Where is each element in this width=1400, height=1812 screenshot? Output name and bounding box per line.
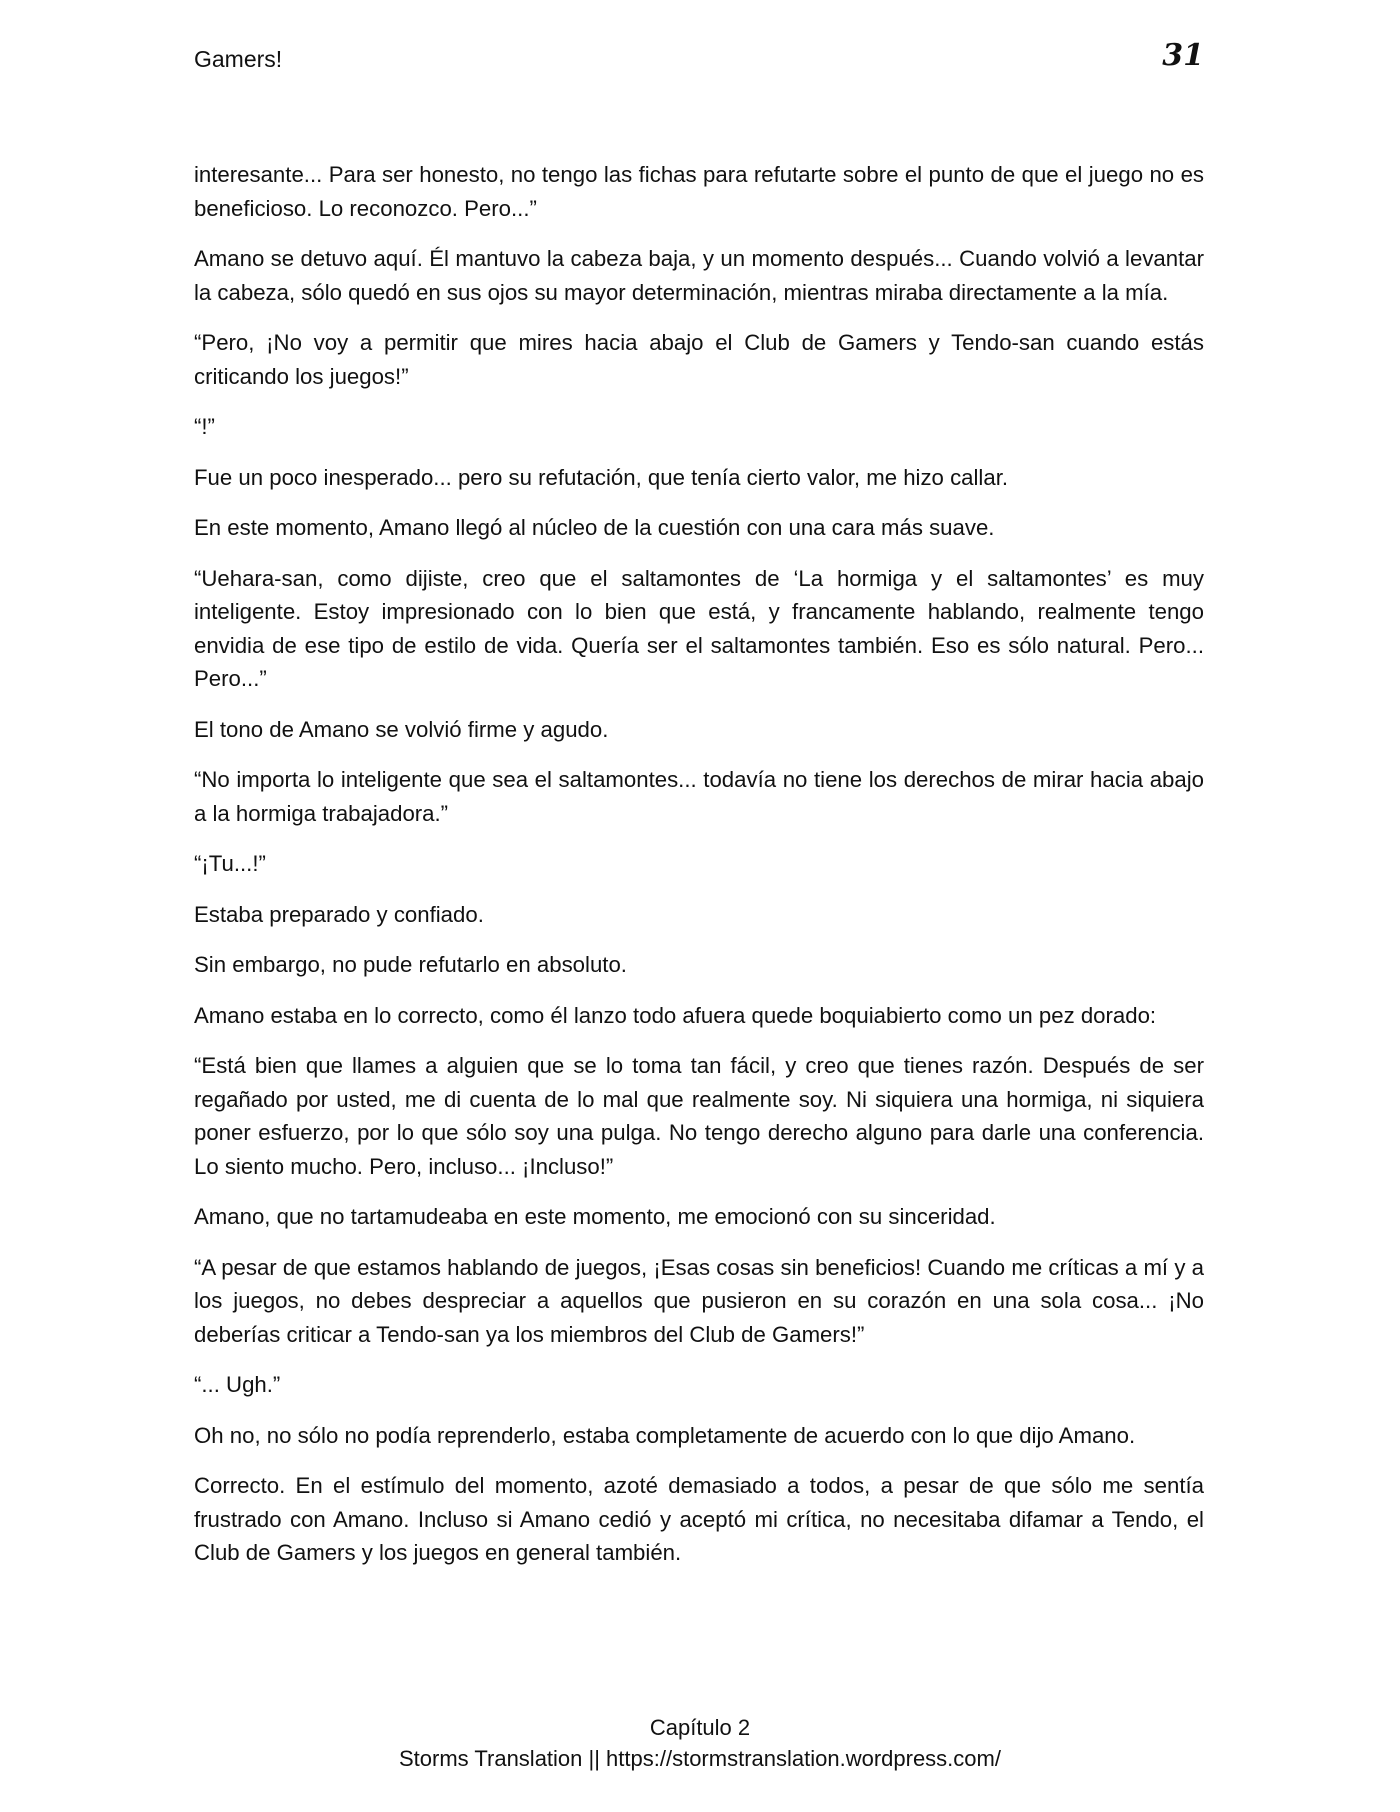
paragraph: “¡Tu...!”: [194, 851, 266, 876]
paragraph: Amano se detuvo aquí. Él mantuvo la cabeza baja, y un momento después... Cuando volvió a levantar la cabeza, sólo quedó en sus ojos su mayor determinación, mientras miraba directamente a la mía.: [194, 246, 1204, 305]
paragraph: “No importa lo inteligente que sea el saltamontes... todavía no tiene los derechos de mirar hacia abajo a la hormiga trabajadora.”: [194, 767, 1204, 826]
paragraph: Sin embargo, no pude refutarlo en absoluto.: [194, 952, 627, 977]
running-title: Gamers!: [194, 46, 283, 72]
paragraph: Estaba preparado y confiado.: [194, 901, 484, 927]
paragraph: Amano, que no tartamudeaba en este momento, me emocionó con su sinceridad.: [194, 1204, 996, 1229]
page-header: [194, 38, 1204, 78]
paragraph: “Está bien que llames a alguien que se lo toma tan fácil, y creo que tienes razón. Después de ser regañado por usted, me di cuenta de lo mal que realmente soy. Ni siquiera una hormiga, ni siquiera poner esfuerzo, por lo que sólo soy una pulga. No tengo derecho alguno para darle una conferencia. Lo siento mucho. Pero, incluso... ¡Incluso!”: [194, 1053, 1204, 1179]
paragraph: “Pero, ¡No voy a permitir que mires hacia abajo el Club de Gamers y Tendo-san cuando estás criticando los juegos!”: [194, 330, 1204, 389]
paragraph: “!”: [194, 414, 215, 439]
body-text: [194, 158, 1204, 1587]
paragraph: interesante... Para ser honesto, no tengo las fichas para refutarte sobre el punto de que el juego no es beneficioso. Lo reconozco. Pero...”: [194, 162, 1204, 221]
paragraph: Amano estaba en lo correcto, como él lanzo todo afuera quede boquiabierto como un pez dorado:: [194, 1002, 1157, 1028]
translation-credit: Storms Translation || https://stormstranslation.wordpress.com/: [399, 1746, 1001, 1771]
chapter-label: Capítulo 2: [649, 1715, 751, 1740]
paragraph: En este momento, Amano llegó al núcleo de la cuestión con una cara más suave.: [194, 515, 995, 540]
paragraph: Correcto. En el estímulo del momento, azoté demasiado a todos, a pesar de que sólo me sentía frustrado con Amano. Incluso si Amano cedió y aceptó mi crítica, no necesitaba difamar a Tendo, el Club de Gamers y los juegos en general también.: [194, 1473, 1204, 1565]
paragraph: “... Ugh.”: [194, 1372, 281, 1397]
paragraph: Fue un poco inesperado... pero su refutación, que tenía cierto valor, me hizo callar.: [194, 464, 1009, 490]
paragraph: Oh no, no sólo no podía reprenderlo, estaba completamente de acuerdo con lo que dijo Amano.: [194, 1422, 1136, 1448]
page-footer: [0, 1712, 1400, 1774]
paragraph: El tono de Amano se volvió firme y agudo.: [194, 716, 609, 742]
paragraph: “A pesar de que estamos hablando de juegos, ¡Esas cosas sin beneficios! Cuando me críticas a mí y a los juegos, no debes despreciar a aquellos que pusieron en su corazón en una sola cosa... ¡No deberías criticar a Tendo-san ya los miembros del Club de Gamers!”: [194, 1254, 1204, 1347]
paragraph: “Uehara-san, como dijiste, creo que el saltamontes de ‘La hormiga y el saltamontes’ es muy inteligente. Estoy impresionado con lo bien que está, y francamente hablando, realmente tengo envidia de ese tipo de estilo de vida. Quería ser el saltamontes también. Eso es sólo natural. Pero... Pero...”: [194, 565, 1204, 691]
page-number: 31: [1162, 38, 1204, 73]
